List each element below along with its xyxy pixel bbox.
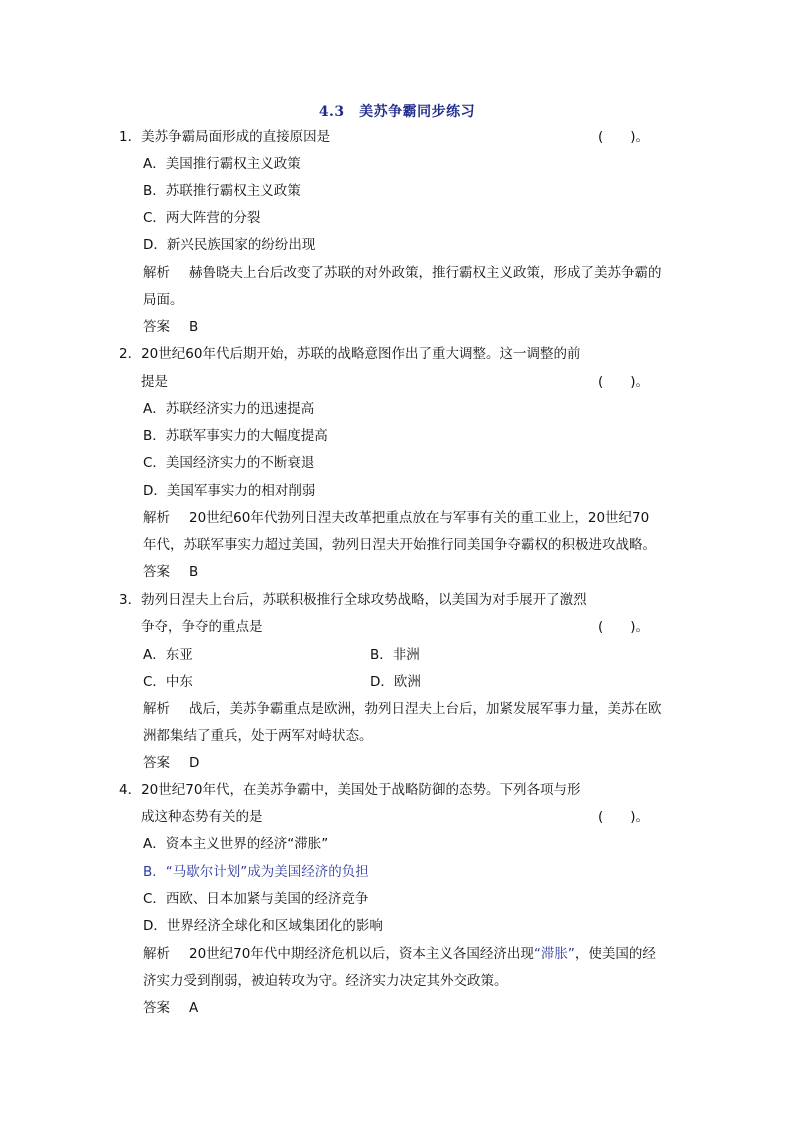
analysis-label: 解析: [143, 701, 170, 717]
q1-answer-blank: ( )。: [598, 129, 650, 145]
q4-option-c: C．西欧、日本加紧与美国的经济竞争: [143, 891, 369, 907]
q4-analysis-line-1a: 20世纪70年代中期经济危机以后，资本主义各国经济出现: [189, 946, 534, 962]
q4-analysis-stagflation: “滞胀”: [533, 946, 575, 962]
analysis-label: 解析: [143, 946, 170, 962]
q3-answer-blank: ( )。: [598, 619, 650, 635]
q2-answer: [143, 562, 198, 582]
q2-option-d: D．美国军事实力的相对削弱: [143, 483, 316, 499]
q1-analysis-line-1: 赫鲁晓夫上台后改变了苏联的对外政策，推行霸权主义政策，形成了美苏争霸的: [189, 265, 662, 281]
q1-option-b: B．苏联推行霸权主义政策: [143, 183, 301, 199]
q4-option-a: A．资本主义世界的经济“滞胀”: [143, 836, 329, 852]
q4-option-d: D．世界经济全球化和区域集团化的影响: [143, 918, 383, 934]
q4-answer: [143, 998, 198, 1018]
q1-option-d: D．新兴民族国家的纷纷出现: [143, 237, 316, 253]
analysis-label: 解析: [143, 510, 170, 526]
q1-analysis: [143, 263, 662, 283]
q2-analysis: [143, 508, 649, 528]
q4-answer-value: A: [189, 1000, 199, 1016]
q2-option-a: A．苏联经济实力的迅速提高: [143, 401, 315, 417]
q1-answer-value: B: [189, 319, 199, 335]
answer-label: 答案: [143, 1000, 170, 1016]
page-title: 4.3 美苏争霸同步练习: [318, 104, 476, 120]
answer-label: 答案: [143, 319, 170, 335]
q4-analysis: [143, 944, 656, 964]
q2-analysis-line-2: 年代，苏联军事实力超过美国，勃列日涅夫开始推行同美国争夺霸权的积极进攻战略。: [143, 537, 656, 553]
q2-answer-blank: ( )。: [598, 374, 650, 390]
answer-label: 答案: [143, 755, 170, 771]
q2-analysis-line-1: 20世纪60年代勃列日涅夫改革把重点放在与军事有关的重工业上，20世纪70: [189, 510, 650, 526]
q4-answer-blank: ( )。: [598, 809, 650, 825]
q2-stem-line-2: 提是: [141, 374, 168, 390]
q3-analysis-line-2: 洲都集结了重兵，处于两军对峙状态。: [143, 728, 373, 744]
answer-label: 答案: [143, 564, 170, 580]
q3-stem-line-2: 争夺，争夺的重点是: [141, 619, 263, 635]
q2-stem-line-1: 2．20世纪60年代后期开始，苏联的战略意图作出了重大调整。这一调整的前: [119, 346, 581, 362]
q1-option-a: A．美国推行霸权主义政策: [143, 156, 301, 172]
q3-option-b: B．非洲: [370, 647, 420, 663]
q1-stem: 1．美苏争霸局面形成的直接原因是: [119, 129, 331, 145]
q3-answer: [143, 753, 199, 773]
q3-analysis: [143, 699, 662, 719]
q3-option-d: D．欧洲: [370, 674, 421, 690]
q3-option-a: A．东亚: [143, 647, 193, 663]
q2-option-c: C．美国经济实力的不断衰退: [143, 455, 315, 471]
q3-stem-line-1: 3．勃列日涅夫上台后，苏联积极推行全球攻势战略，以美国为对手展开了激烈: [119, 592, 587, 608]
q3-analysis-line-1: 战后，美苏争霸重点是欧洲，勃列日涅夫上台后，加紧发展军事力量，美苏在欧: [189, 701, 662, 717]
q4-option-b: B．“马歇尔计划”成为美国经济的负担: [143, 864, 369, 880]
q3-answer-value: D: [189, 755, 200, 771]
q4-stem-line-1: 4．20世纪70年代，在美苏争霸中，美国处于战略防御的态势。下列各项与形: [119, 782, 581, 798]
q1-analysis-line-2: 局面。: [143, 292, 184, 308]
q1-answer: [143, 317, 198, 337]
q4-stem-line-2: 成这种态势有关的是: [141, 809, 263, 825]
q2-answer-value: B: [189, 564, 199, 580]
q1-option-c: C．两大阵营的分裂: [143, 210, 261, 226]
q4-analysis-line-2: 济实力受到削弱，被迫转攻为守。经济实力决定其外交政策。: [143, 973, 508, 989]
q2-option-b: B．苏联军事实力的大幅度提高: [143, 428, 328, 444]
q4-analysis-line-1b: ，使美国的经: [574, 946, 656, 962]
analysis-label: 解析: [143, 265, 170, 281]
q3-option-c: C．中东: [143, 674, 193, 690]
